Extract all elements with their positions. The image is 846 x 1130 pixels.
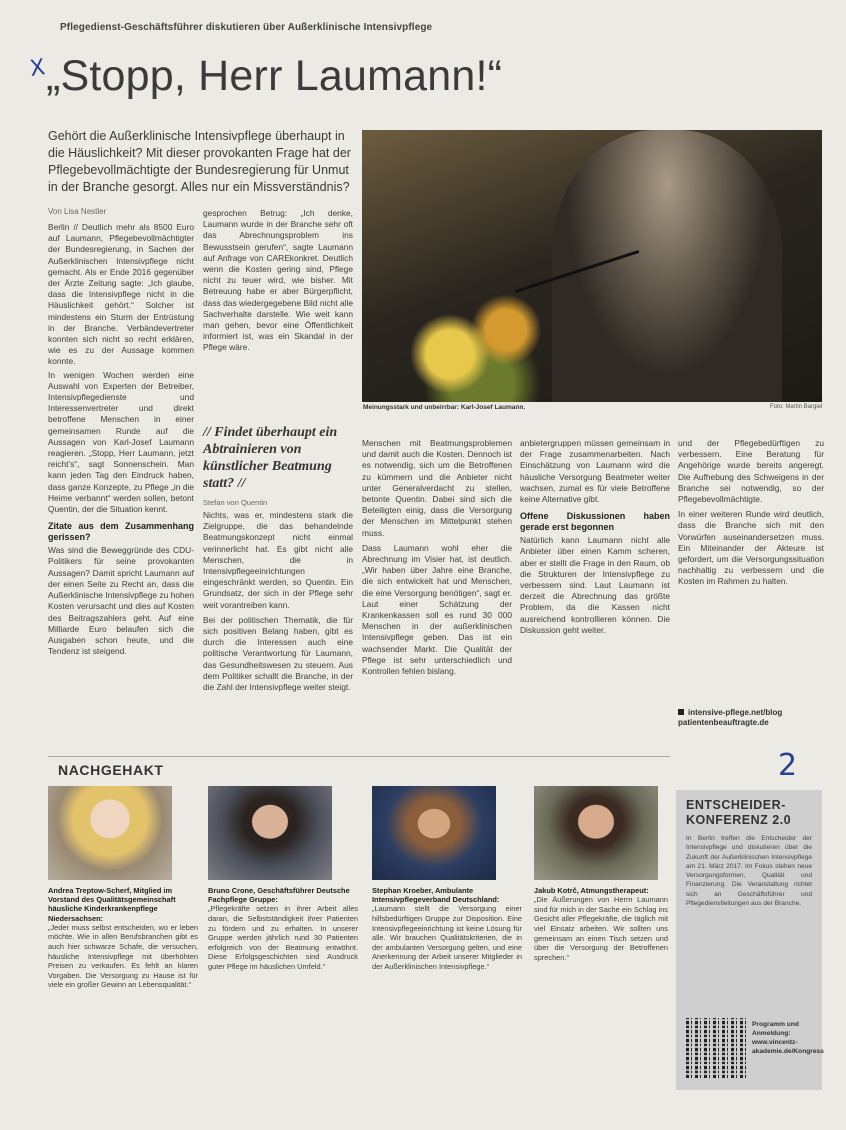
web-link-text: intensive-pflege.net/blog patientenbeauftragte.de bbox=[678, 708, 783, 727]
conference-infobox bbox=[676, 790, 822, 1090]
person-statement: „Pflegekräfte setzen in ihrer Arbeit alles daran, die Selbstständigkeit ihrer Patienten zu fördern und zu erhalten. In unserer Gruppe werden jährlich rund 30 Patienten erfolgreich von der Beatmung entwöhnt. Diese Erfolgsgeschichten sind Ausdruck guter Pflege im häuslichen Umfeld.“ bbox=[208, 904, 358, 971]
statement-4 bbox=[534, 886, 668, 962]
photo-caption: Meinungsstark und unbeirrbar: Karl-Josef Laumann. bbox=[363, 404, 526, 411]
web-link[interactable] bbox=[678, 708, 824, 728]
infobox-text: In Berlin treffen die Entscheider der Intensivpflege und diskutieren über die Zukunft der Außerklinischen Intensivpflege am 21. März 2017. Im Fokus stehen neue Versorgungsformen, Qualität und Finanzierung. Die Veranstaltung richtet sich an Geschäftsführer und Pflegedienstleitungen aus der Branche. bbox=[686, 835, 812, 908]
column-5 bbox=[678, 438, 824, 708]
person-name: Jakub Kotrč, Atmungstherapeut: bbox=[534, 886, 649, 895]
handwritten-mark: X bbox=[28, 55, 47, 82]
qr-caption: Programm und Anmeldung: www.vincentz-akademie.de/Kongress bbox=[752, 1021, 824, 1055]
article-kicker: Pflegedienst-Geschäftsführer diskutieren über Außerklinische Intensivpflege bbox=[60, 22, 433, 33]
col3-paragraph: Menschen mit Beatmungsproblemen und damit auch die Kosten. Dennoch ist es notwendig, sich um die Betroffenen zu kümmern und die Anbieter nicht unter Generalverdacht zu stellen, betonte Quentin. Dabei sind sich die Beteiligten einig, dass die Versorgung der Menschen im Mittelpunkt stehen muss. bbox=[362, 438, 512, 538]
byline: Von Lisa Nestler bbox=[48, 207, 107, 216]
col5-paragraph: In einer weiteren Runde wird deutlich, dass die Branche sich mit den Vorwürfen auseinandersetzen muss. Ein Miteinander der Akteure ist gefordert, um die Versorgungssituation nachhaltig zu verbessern und die Kosten im Rahmen zu halten. bbox=[678, 509, 824, 587]
person-name: Stephan Kroeber, Ambulante Intensivpflegeverband Deutschland: bbox=[372, 886, 500, 905]
column-2-top bbox=[203, 208, 353, 420]
portrait-photo-2 bbox=[208, 786, 332, 880]
handwritten-number: 2 bbox=[778, 748, 798, 783]
person-statement: „Jeder muss selbst entscheiden, wo er leben möchte. Wie in allen Berufsbranchen gibt es auch hier schwarze Schafe, die versuchen, häusliche Intensivpflege mit überhöhten Preisen zu verkaufen. Es fehlt an klaren Vorgaben. Die Versorgung zu Hause ist für viele ein großer Gewinn an Lebensqualität.“ bbox=[48, 922, 198, 990]
person-statement: „Laumann stellt die Versorgung einer hilfsbedürftigen Gruppe zur Disposition. Eine Intensivpflegeeinrichtung ist keine Lösung für alle. Wir brauchen Qualitätskriterien, die in der ambulanten Versorgung gelten, und eine Anerkennung der Arbeit unserer Mitglieder in der Außerklinischen Intensivpflege.“ bbox=[372, 904, 522, 971]
portrait-photo-3 bbox=[372, 786, 496, 880]
col1-paragraph: In wenigen Wochen werden eine Auswahl von Experten der Betreiber, Intensivpflegedienste und Interessenvertreter und direkt betroffene Menschen in einer gemeinsamen Runde auf die Aussagen von Karl-Josef Laumann reagieren. „Stopp, Herr Laumann, jetzt reicht’s“, sagt Sonnenschein. Man kann jeden Tag den Eindruck haben, dass ganze Konzepte, zu Pflege „in die Heime verbannt“ werden sollen, betont Quentin, der die Situation kennt. bbox=[48, 369, 194, 515]
col3-paragraph: Dass Laumann wohl eher die Abrechnung im Visier hat, ist deutlich. „Wir haben über Jahre eine Branche, die sich entwickelt hat und Menschen, die eine Versorgung benötigen“, sagt er. Laut einer Schätzung der Krankenkassen soll es rund 30 000 Menschen in der außerklinischen Intensivpflege geben. Das ist ein wachsender Markt. Die Qualität der Pflege ist sehr unterschiedlich und Kontrollen fehlen bislang. bbox=[362, 542, 512, 677]
col2-paragraph: gesprochen Betrug: „Ich denke, Laumann wurde in der Branche sehr oft das Abrechnungsproblem ins Bewusstsein gerufen“, sagte Laumann auf Anfrage von CAREkonkret. Deutlich wenn die Kosten gering sind, Pflege nicht zu teuer wird, wie bisher. Mit Betreuung habe er aber Bürgerpflicht, dass das wiedergegebene Bild nicht alle Sachverhalte darstelle. Wie weit kann man gehen, bevor eine Öffentlichkeit informiert ist, was ein Skandal in der Pflege wäre. bbox=[203, 208, 353, 353]
col4-paragraph: anbietergruppen müssen gemeinsam in der Frage zusammenarbeiten. Nach Einschätzung von Laumann wird die häusliche Versorgung Beatmeter weiter wachsen, zumal es für viele Betroffene keine Alternative gibt. bbox=[520, 438, 670, 505]
qr-code-icon[interactable] bbox=[686, 1018, 746, 1078]
person-name: Bruno Crone, Geschäftsführer Deutsche Fachpflege Gruppe: bbox=[208, 886, 350, 905]
person-name: Andrea Treptow-Scherf, Mitglied im Vorstand des Qualitätsgemeinschaft häusliche Kinderkrankenpflege Niedersachsen: bbox=[48, 886, 176, 923]
section-title: NACHGEHAKT bbox=[58, 762, 164, 778]
col4-subhead: Offene Diskussionen haben gerade erst begonnen bbox=[520, 511, 670, 533]
column-3 bbox=[362, 438, 512, 744]
speaker-photo bbox=[362, 130, 822, 402]
col1-paragraph: Berlin // Deutlich mehr als 8500 Euro auf Laumann, Pflegebevollmächtigter der Bundesregierung, in Sachen der Außerklinischen Intensivpflege nicht gemacht. Als er Ende 2016 gegenüber der Ärzte Zeitung sagte: „Ich glaube, dass die Intensivpflege nicht in die Häuslichkeit gehört.“ Solcher ist mindestens ein Sturm der Entrüstung in der Branche. Verbändevertreter konnten sich nicht so recht erklären, wie es zu der Aussage kommen konnte. bbox=[48, 222, 194, 367]
col2-paragraph: Nichts, was er, mindestens stark die Zielgruppe, die das behandelnde Beatmungskonzept nicht einmal verinnerlicht hat. Es gibt nicht alle Menschen, die in Intensivpflegeeinrichtungen eingeschränkt werden, so Quentin. Ein Grundsatz, der sich in der Pflege sehr weit vorantreiben kann. bbox=[203, 510, 353, 610]
col4-paragraph: Natürlich kann Laumann nicht alle Anbieter über einen Kamm scheren, aber er stellt die Frage in den Raum, ob die Strukturen der Intensivpflege zu verbessern sind. Laut Laumann ist derzeit die Abrechnung das größte Problem, da die Kassen nicht ausreichend kontrollieren können. Die Diskussion geht weiter. bbox=[520, 535, 670, 635]
headline: „Stopp, Herr Laumann!“ bbox=[46, 52, 503, 100]
column-2-bottom bbox=[203, 510, 353, 744]
photo-credit: Foto: Martin Bargiel bbox=[770, 404, 823, 410]
statement-3 bbox=[372, 886, 522, 972]
statement-2 bbox=[208, 886, 358, 972]
pull-quote-block bbox=[203, 424, 353, 507]
statement-1 bbox=[48, 886, 198, 990]
col1-paragraph: Was sind die Beweggründe des CDU-Politikers für seine provokanten Aussagen? Damit spricht Laumann auf der einen Seite zu Recht an, dass die Außerklinische Intensivpflege zu hohen Kosten verursacht und dies auf Kosten des Beitragszahlers geht. Auf eine Milliarde Euro belaufen sich die Ausgaben schon heute, und die Tendenz ist steigend. bbox=[48, 545, 194, 657]
pull-quote-author: Stefan von Quentin bbox=[203, 498, 268, 507]
section-divider bbox=[48, 756, 670, 757]
infobox-title: ENTSCHEIDER-KONFERENZ 2.0 bbox=[686, 798, 792, 827]
column-1 bbox=[48, 222, 194, 742]
square-bullet-icon bbox=[678, 709, 684, 715]
portrait-photo-4 bbox=[534, 786, 658, 880]
lead-paragraph: Gehört die Außerklinische Intensivpflege überhaupt in die Häuslichkeit? Mit dieser provokanten Frage hat der Pflegebevollmächtigte der Bundesregierung für Unmut in der Branche gesorgt. Alles nur ein Missverständnis? bbox=[48, 129, 351, 194]
pull-quote: // Findet überhaupt ein Abtrainieren von künstlicher Beatmung statt? // bbox=[203, 425, 338, 491]
col2-paragraph: Bei der politischen Thematik, die für sich positiven Belang haben, gibt es durch die Interessen auch eine politische Verantwortung für Laumann, das Gesundheitswesen zu steuern. Aus dem Politiker schallt die Branche, in der die Zahl der Intensivpflege weiter steigt. bbox=[203, 614, 353, 693]
col5-paragraph: und der Pflegebedürftigen zu verbessern. Eine Beratung für Angehörige wurde bereits angeregt. Die Aufhebung des Schweigens in der Branche sei notwendig, so der Pflegebevollmächtigte. bbox=[678, 438, 824, 505]
col1-subhead: Zitate aus dem Zusammenhang gerissen? bbox=[48, 521, 194, 543]
person-statement: „Die Äußerungen von Herrn Laumann sind für mich in der Sache ein Schlag ins Gesicht aller Pflegekräfte, die täglich mit viel Einsatz arbeiten. Wir sollten uns gemeinsam an einen Tisch setzen und über die Versorgung der Betroffenen sprechen.“ bbox=[534, 895, 668, 962]
portrait-photo-1 bbox=[48, 786, 172, 880]
column-4 bbox=[520, 438, 670, 744]
flowers-decoration bbox=[402, 282, 562, 402]
